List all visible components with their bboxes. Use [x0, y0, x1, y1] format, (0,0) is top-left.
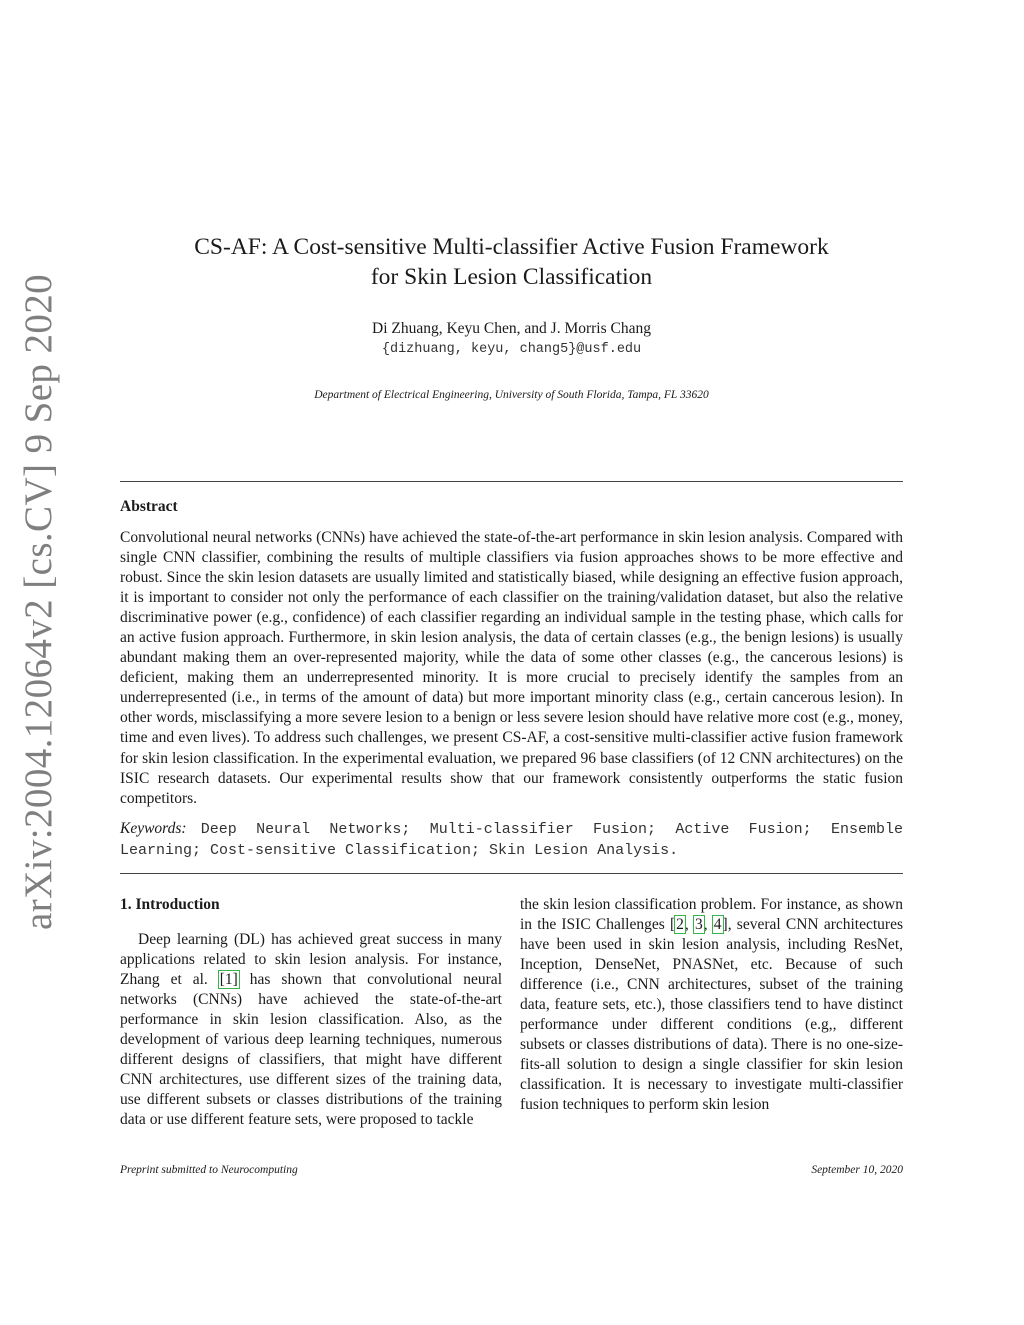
paper-title [120, 232, 903, 292]
section-heading-introduction: 1. Introduction [120, 896, 220, 913]
citation-link-2[interactable]: 2 [676, 916, 684, 934]
keywords-label: Keywords: [120, 820, 187, 837]
citation-link-1[interactable]: [1] [219, 971, 238, 989]
citation-link-4[interactable]: 4 [713, 916, 722, 934]
footer-date: September 10, 2020 [811, 1164, 903, 1176]
abstract-bottom-rule [120, 873, 903, 874]
author-emails: {dizhuang, keyu, chang5}@usf.edu [381, 342, 642, 357]
abstract-heading: Abstract [120, 498, 178, 515]
intro-right-text-2: , several CNN architectures have been used in skin lesion analysis, including ResNet, Inception, DenseNet, PNASNet, etc. Because of such difference (i.e., CNN architectures, subset of the training data, feature sets, etc.), those classifiers tend to have distinct performance under different conditions (e.g,, different subsets or classes distributions of data). There is no one-size-fits-all solution to design a single classifier for skin lesion classification. It is necessary to investigate multi-classifier fusion techniques to perform skin lesion [520, 916, 903, 1114]
citation-separator: , [684, 916, 694, 934]
citation-bracket-open: [ [669, 916, 676, 934]
intro-left-text-2: has shown that convolutional neural networks (CNNs) have achieved the state-of-the-art performance in skin lesion classification. Also, as the development of various deep learning techniques, numerous different designs of classifiers, that might have different CNN architectures, use different sizes of the training data, use different subsets or classes distributions of the training data or use different feature sets, were proposed to tackle [120, 971, 502, 1129]
title-line-1: CS-AF: A Cost-sensitive Multi-classifier Active Fusion Framework [194, 234, 829, 260]
citation-bracket-close: ] [722, 916, 728, 934]
intro-right-column [520, 895, 903, 1116]
footer-submission-note: Preprint submitted to Neurocomputing [120, 1164, 298, 1176]
affiliation: Department of Electrical Engineering, University of South Florida, Tampa, FL 33620 [314, 389, 709, 401]
citation-separator: , [703, 916, 713, 934]
intro-right-text-1: the skin lesion classification problem. For instance, as shown in the ISIC Challenges [520, 896, 903, 934]
author-list: Di Zhuang, Keyu Chen, and J. Morris Chang [372, 320, 651, 337]
keywords-block [120, 819, 903, 861]
citation-link-3[interactable]: 3 [694, 916, 703, 934]
title-line-2: for Skin Lesion Classification [370, 264, 653, 290]
intro-left-text-1: Deep learning (DL) has achieved great success in many applications related to skin lesion analysis. For instance, Zhang et al. [120, 931, 502, 989]
abstract-top-rule [120, 481, 903, 482]
intro-left-column [120, 930, 502, 1130]
keywords-text: Deep Neural Networks; Multi-classifier Fusion; Active Fusion; Ensemble Learning; Cost-sensitive Classification; Skin Lesion Analysis. [120, 821, 904, 859]
arxiv-identifier-stamp: arXiv:2004.12064v2 [cs.CV] 9 Sep 2020 [17, 273, 60, 930]
abstract-text: Convolutional neural networks (CNNs) have achieved the state-of-the-art performance in skin lesion analysis. Compared with single CNN classifier, combining the results of multiple classifiers via fusion approaches shows to be more effective and robust. Since the skin lesion datasets are usually limited and statistically biased, while designing an effective fusion approach, it is important to consider not only the performance of each classifier on the training/validation dataset, but also the relative discriminative power (e.g., confidence) of each classifier regarding an individual sample in the testing phase, which calls for an active fusion approach. Furthermore, in skin lesion analysis, the data of certain classes (e.g., the benign lesions) is usually abundant making them an over-represented majority, while the data of some other classes (e.g., the cancerous lesions) is deficient, making them an underrepresented minority. It is more crucial to precisely identify the samples from an underrepresented (i.e., in terms of the amount of data) but more important minority class (e.g., certain cancerous lesion). In other words, misclassifying a more severe lesion to a benign or less severe lesion should have relative more cost (e.g., money, time and even lives). To address such challenges, we present CS-AF, a cost-sensitive multi-classifier active fusion framework for skin lesion classification. In the experimental evaluation, we prepared 96 base classifiers (of 12 CNN architectures) on the ISIC research datasets. Our experimental results show that our framework consistently outperforms the static fusion competitors. [120, 529, 903, 807]
